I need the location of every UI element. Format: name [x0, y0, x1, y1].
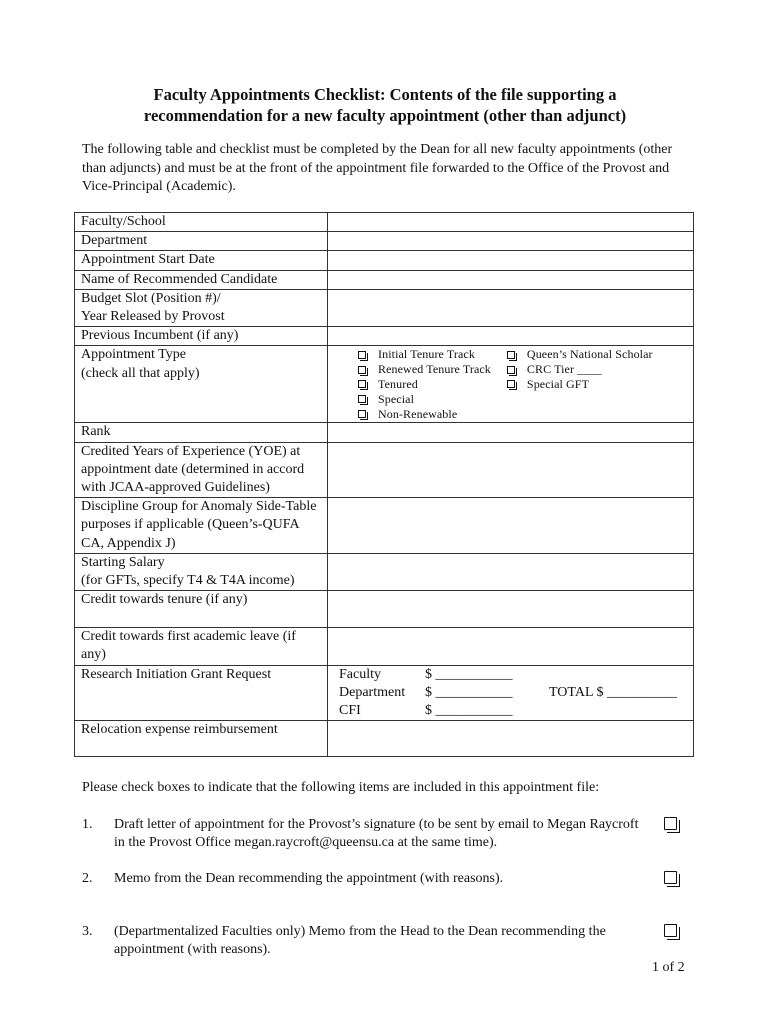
- value-discipline-group[interactable]: [328, 498, 694, 554]
- option-renewed-tenure-track[interactable]: Renewed Tenure Track: [358, 362, 491, 377]
- page-number: 1 of 2: [652, 960, 685, 975]
- label-research-grant: Research Initiation Grant Request: [75, 665, 328, 721]
- salary-line-2: (for GFTs, specify T4 & T4A income): [81, 573, 295, 589]
- checkbox-icon[interactable]: [358, 410, 366, 418]
- item-number: 2.: [82, 871, 93, 886]
- value-start-date[interactable]: [328, 251, 694, 270]
- label-yoe: Credited Years of Experience (YOE) at appointment date (determined in accord with JCAA-approved Guidelines): [75, 442, 328, 498]
- value-starting-salary[interactable]: [328, 553, 694, 590]
- appointment-options-right: [507, 347, 653, 421]
- item-text: Memo from the Dean recommending the appointment (with reasons).: [114, 871, 504, 886]
- value-relocation[interactable]: [328, 721, 694, 757]
- label-credit-leave: Credit towards first academic leave (if any): [75, 628, 328, 665]
- label-discipline-group: Discipline Group for Anomaly Side-Table purposes if applicable (Queen’s-QUFA CA, Appendix J): [75, 498, 328, 554]
- value-previous-incumbent[interactable]: [328, 327, 694, 346]
- label-relocation: Relocation expense reimbursement: [75, 721, 328, 757]
- label-candidate: Name of Recommended Candidate: [75, 270, 328, 289]
- grant-department-label: Department: [339, 684, 406, 700]
- grant-faculty-amount[interactable]: $ ___________: [425, 666, 513, 682]
- item-number: 1.: [82, 817, 93, 832]
- option-tenured[interactable]: Tenured: [358, 377, 491, 392]
- checkbox-icon[interactable]: [358, 351, 366, 359]
- value-department[interactable]: [328, 232, 694, 251]
- checkbox-icon[interactable]: [664, 871, 677, 884]
- value-candidate[interactable]: [328, 270, 694, 289]
- appointment-type-line-2: (check all that apply): [81, 365, 200, 381]
- budget-slot-line-2: Year Released by Provost: [81, 309, 225, 325]
- item-number: 3.: [82, 924, 93, 939]
- option-queens-national-scholar[interactable]: Queen’s National Scholar: [507, 347, 653, 362]
- label-starting-salary: [75, 553, 328, 590]
- checkbox-icon[interactable]: [664, 924, 677, 937]
- salary-line-1: Starting Salary: [81, 554, 165, 570]
- value-yoe[interactable]: [328, 442, 694, 498]
- label-rank: Rank: [75, 423, 328, 442]
- checklist-intro: Please check boxes to indicate that the following items are included in this appointment file:: [82, 780, 600, 795]
- item-text: Draft letter of appointment for the Provost’s signature (to be sent by email to Megan Raycroft in the Provost Office megan.raycroft@queensu.ca at the same time).: [114, 817, 639, 850]
- option-initial-tenure-track[interactable]: Initial Tenure Track: [358, 347, 491, 362]
- budget-slot-line-1: Budget Slot (Position #)/: [81, 290, 221, 306]
- label-credit-tenure: Credit towards tenure (if any): [75, 591, 328, 628]
- checkbox-icon[interactable]: [664, 817, 677, 830]
- label-department: Department: [75, 232, 328, 251]
- item-text: (Departmentalized Faculties only) Memo from the Head to the Dean recommending the appointment (with reasons).: [114, 924, 606, 957]
- checkbox-icon[interactable]: [358, 395, 366, 403]
- checkbox-icon[interactable]: [507, 351, 515, 359]
- appointment-type-options: [328, 346, 694, 423]
- document-title: [60, 84, 710, 126]
- label-start-date: Appointment Start Date: [75, 251, 328, 270]
- label-appointment-type: [75, 346, 328, 423]
- checkbox-icon[interactable]: [507, 366, 515, 374]
- label-budget-slot: [75, 289, 328, 326]
- grant-department-amount[interactable]: $ ___________: [425, 684, 513, 700]
- title-line-2: recommendation for a new faculty appointment (other than adjunct): [143, 106, 627, 125]
- value-rank[interactable]: [328, 423, 694, 442]
- option-non-renewable[interactable]: Non-Renewable: [358, 407, 491, 422]
- option-crc-tier[interactable]: CRC Tier ____: [507, 362, 653, 377]
- option-special-gft[interactable]: Special GFT: [507, 377, 653, 392]
- title-line-1: Faculty Appointments Checklist: Contents of the file supporting a: [153, 85, 617, 104]
- appointment-options-left: [358, 347, 491, 421]
- research-grant-fields: [328, 665, 694, 721]
- grant-total[interactable]: TOTAL $ __________: [549, 684, 677, 700]
- intro-paragraph: The following table and checklist must be completed by the Dean for all new faculty appointments (other than adjuncts) and must be at the front of the appointment file forwarded to the Office of the Provost and Vice-Principal (Academic).: [82, 142, 673, 194]
- checkbox-icon[interactable]: [358, 380, 366, 388]
- value-faculty-school[interactable]: [328, 213, 694, 232]
- label-faculty-school: Faculty/School: [75, 213, 328, 232]
- value-credit-leave[interactable]: [328, 628, 694, 665]
- appointment-type-line-1: Appointment Type: [81, 347, 186, 363]
- grant-cfi-amount[interactable]: $ ___________: [425, 703, 513, 719]
- value-budget-slot[interactable]: [328, 289, 694, 326]
- checkbox-icon[interactable]: [507, 380, 515, 388]
- value-credit-tenure[interactable]: [328, 591, 694, 628]
- checkbox-icon[interactable]: [358, 366, 366, 374]
- option-special[interactable]: Special: [358, 392, 491, 407]
- grant-cfi-label: CFI: [339, 703, 361, 719]
- appointment-info-table: [74, 212, 694, 757]
- grant-faculty-label: Faculty: [339, 666, 381, 682]
- label-previous-incumbent: Previous Incumbent (if any): [75, 327, 328, 346]
